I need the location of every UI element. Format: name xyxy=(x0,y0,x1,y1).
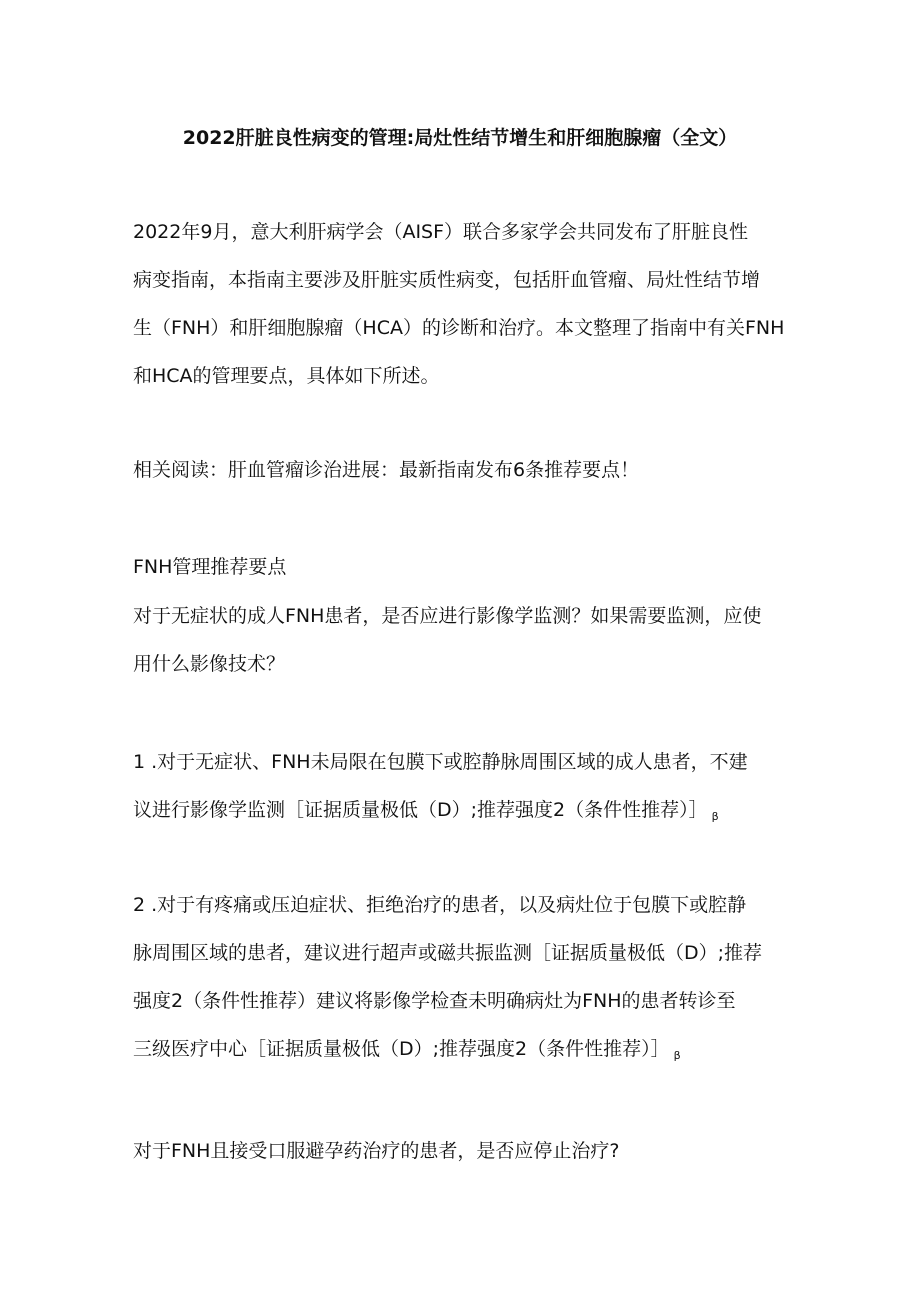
intro-line: 和HCA的管理要点，具体如下所述。 xyxy=(133,365,440,387)
recommendation-2-line: 2 .对于有疼痛或压迫症状、拒绝治疗的患者，以及病灶位于包膜下或腔静 xyxy=(133,894,747,916)
recommendation-1-text: 议进行影像学监测［证据质量极低（D）;推荐强度2（条件性推荐）］ xyxy=(133,799,708,821)
section-heading xyxy=(133,543,793,591)
recommendation-2 xyxy=(133,881,793,1080)
recommendation-1-line xyxy=(133,786,793,841)
related-reading xyxy=(133,446,793,494)
intro-line: 2022年9月，意大利肝病学会（AISF）联合多家学会共同发布了肝脏良性 xyxy=(133,221,749,243)
recommendation-2-line: 强度2（条件性推荐）建议将影像学检查未明确病灶为FNH的患者转诊至 xyxy=(133,990,736,1012)
recommendation-2-line xyxy=(133,1025,793,1080)
intro-line: 生（FNH）和肝细胞腺瘤（HCA）的诊断和治疗。本文整理了指南中有关FNH xyxy=(133,317,785,339)
recommendation-2-line: 脉周围区域的患者，建议进行超声或磁共振监测［证据质量极低（D）;推荐 xyxy=(133,942,763,964)
intro-line: 病变指南，本指南主要涉及肝脏实质性病变，包括肝血管瘤、局灶性结节增 xyxy=(133,269,761,291)
question-1-line: 用什么影像技术？ xyxy=(133,653,286,675)
recommendation-1-line: 1 .对于无症状、FNH未局限在包膜下或腔静脉周围区域的成人患者，不建 xyxy=(133,751,748,773)
recommendation-2-mark: β xyxy=(673,1049,681,1062)
recommendation-1-mark: β xyxy=(711,810,719,823)
question-2-text: 对于FNH且接受口服避孕药治疗的患者，是否应停止治疗? xyxy=(133,1140,620,1162)
question-2 xyxy=(133,1127,793,1175)
recommendation-1 xyxy=(133,738,793,841)
related-reading-text: 相关阅读：肝血管瘤诊治进展：最新指南发布6条推荐要点！ xyxy=(133,459,640,481)
document-title: 2022肝脏良性病变的管理:局灶性结节增生和肝细胞腺瘤（全文） xyxy=(182,127,738,149)
intro-paragraph xyxy=(133,208,793,400)
question-1 xyxy=(133,592,793,688)
question-1-line: 对于无症状的成人FNH患者，是否应进行影像学监测？如果需要监测，应使 xyxy=(133,605,762,627)
section-heading-text: FNH管理推荐要点 xyxy=(133,556,287,578)
recommendation-2-text: 三级医疗中心［证据质量极低（D）;推荐强度2（条件性推荐）］ xyxy=(133,1038,670,1060)
